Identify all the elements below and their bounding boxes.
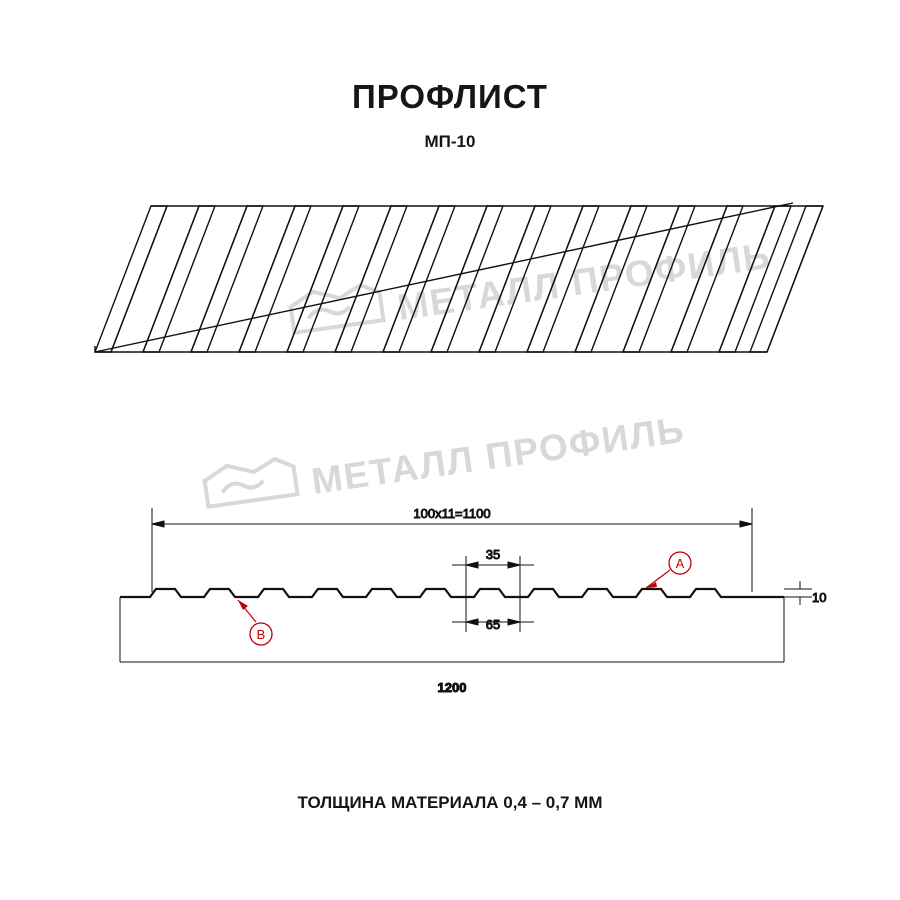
callout-a-letter: A	[675, 556, 685, 571]
callout-a[interactable]	[646, 552, 691, 588]
corrugation-ribs	[95, 206, 823, 352]
watermark-text: МЕТАЛЛ ПРОФИЛЬ	[394, 234, 774, 328]
dimension-overall-1100	[152, 506, 752, 592]
page-subtitle: МП-10	[424, 132, 476, 151]
watermark-text-2: МЕТАЛЛ ПРОФИЛЬ	[308, 408, 688, 502]
cross-section-profile	[120, 506, 826, 695]
watermark-lower	[203, 402, 687, 517]
page-title: ПРОФЛИСТ	[352, 78, 548, 115]
dimension-height-label: 10	[812, 590, 827, 605]
dimension-rib-label: 35	[485, 547, 501, 562]
dimension-height-10	[784, 581, 826, 605]
callout-b[interactable]	[238, 600, 272, 645]
dimension-overall-label: 100x11=1100	[413, 506, 491, 521]
profile-section-outline	[120, 589, 784, 597]
dimension-valley-65	[452, 596, 534, 632]
sheet-total-width-block	[120, 597, 784, 662]
dimension-total-width-label: 1200	[437, 680, 467, 695]
dimension-valley-label: 65	[485, 617, 501, 632]
callout-b-letter: B	[256, 627, 266, 642]
perspective-profile-sheet	[95, 203, 823, 352]
material-thickness-note: ТОЛЩИНА МАТЕРИАЛА 0,4 – 0,7 ММ	[297, 793, 603, 812]
watermark-logo-icon-2	[203, 457, 297, 507]
